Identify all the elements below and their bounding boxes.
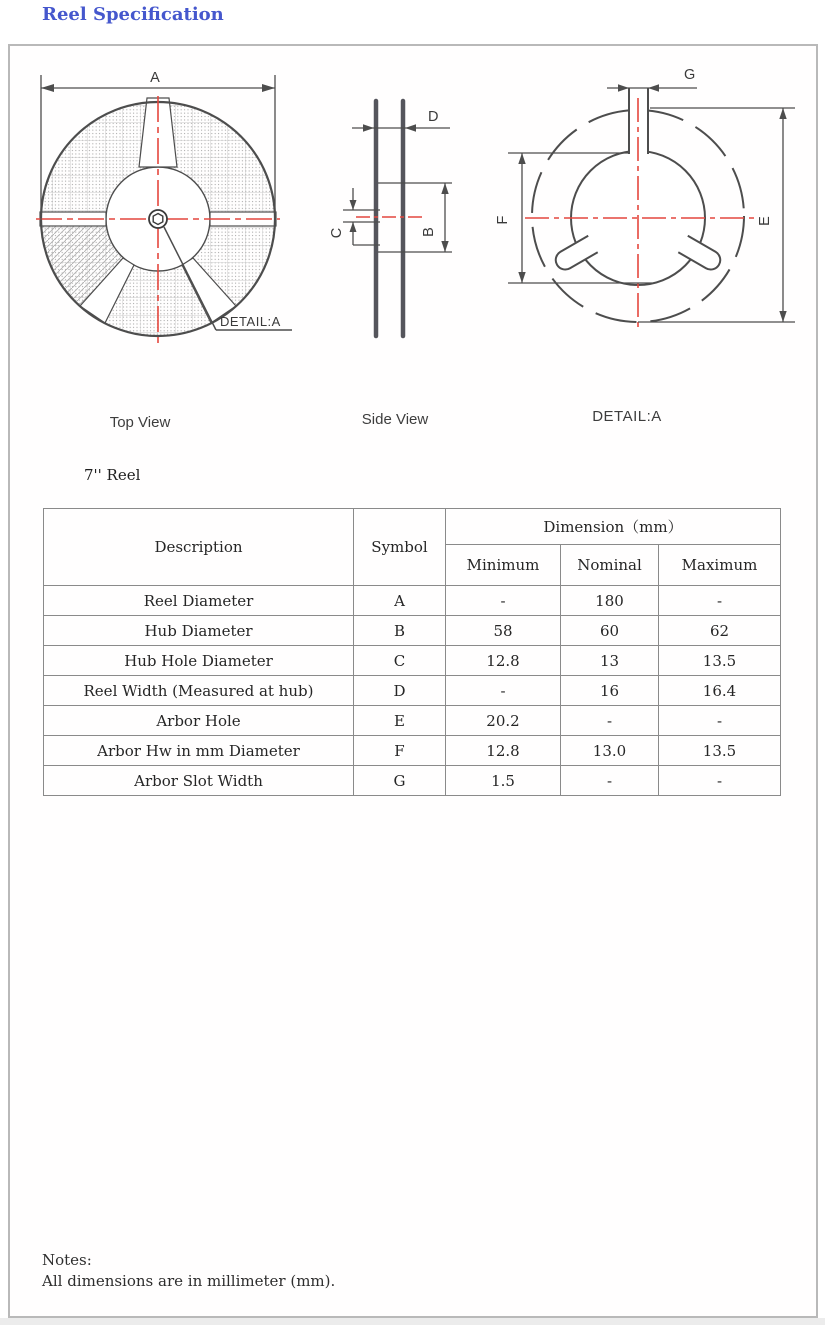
cell-nominal: 13.0: [561, 736, 659, 766]
cell-description: Reel Diameter: [44, 586, 354, 616]
table-row: [44, 586, 781, 616]
cell-minimum: -: [446, 586, 561, 616]
cell-symbol: D: [354, 676, 446, 706]
cell-minimum: 1.5: [446, 766, 561, 796]
cell-nominal: -: [561, 766, 659, 796]
notes-body: All dimensions are in millimeter (mm).: [42, 1272, 336, 1290]
header-dimension-group: Dimension（mm）: [446, 509, 781, 545]
cell-maximum: 13.5: [659, 736, 781, 766]
dim-label-b: B: [421, 227, 437, 237]
dim-label-e: E: [757, 216, 773, 226]
page-title: Reel Specification: [42, 4, 224, 25]
side-view-drawing: [329, 101, 452, 336]
cell-symbol: C: [354, 646, 446, 676]
notes-block: [42, 1250, 335, 1292]
page-bottom-edge: [0, 1318, 825, 1325]
detail-view-label: DETAIL:A: [592, 408, 662, 425]
cell-minimum: 20.2: [446, 706, 561, 736]
cell-description: Arbor Slot Width: [44, 766, 354, 796]
cell-maximum: -: [659, 706, 781, 736]
header-nominal: Nominal: [561, 545, 659, 586]
header-maximum: Maximum: [659, 545, 781, 586]
cell-nominal: 60: [561, 616, 659, 646]
table-row: [44, 766, 781, 796]
table-row: [44, 616, 781, 646]
cell-minimum: 12.8: [446, 646, 561, 676]
dim-label-g: G: [684, 67, 696, 83]
table-row: [44, 646, 781, 676]
cell-minimum: 58: [446, 616, 561, 646]
header-minimum: Minimum: [446, 545, 561, 586]
cell-maximum: 16.4: [659, 676, 781, 706]
detail-a-drawing: [495, 67, 795, 332]
cell-nominal: 180: [561, 586, 659, 616]
dimension-table: [43, 508, 781, 796]
header-description: Description: [44, 509, 354, 586]
header-symbol: Symbol: [354, 509, 446, 586]
side-view-label: Side View: [361, 411, 429, 428]
cell-description: Hub Diameter: [44, 616, 354, 646]
reel-drawings: [0, 0, 825, 470]
table-row: [44, 706, 781, 736]
reel-size-label: 7'' Reel: [84, 466, 141, 484]
table-header-row-1: [44, 509, 781, 545]
top-view-drawing: [36, 70, 292, 344]
table-row: [44, 736, 781, 766]
cell-maximum: 62: [659, 616, 781, 646]
cell-symbol: E: [354, 706, 446, 736]
cell-nominal: 16: [561, 676, 659, 706]
detail-callout-label: DETAIL:A: [220, 314, 281, 329]
cell-symbol: G: [354, 766, 446, 796]
cell-minimum: -: [446, 676, 561, 706]
cell-nominal: 13: [561, 646, 659, 676]
cell-symbol: B: [354, 616, 446, 646]
top-view-label: Top View: [109, 414, 171, 431]
dim-label-d: D: [428, 109, 439, 125]
dim-label-f: F: [495, 215, 511, 225]
dim-label-a: A: [150, 70, 160, 86]
dim-label-c: C: [329, 227, 345, 239]
cell-symbol: F: [354, 736, 446, 766]
cell-description: Arbor Hw in mm Diameter: [44, 736, 354, 766]
cell-nominal: -: [561, 706, 659, 736]
cell-minimum: 12.8: [446, 736, 561, 766]
cell-description: Reel Width (Measured at hub): [44, 676, 354, 706]
table-row: [44, 676, 781, 706]
cell-maximum: 13.5: [659, 646, 781, 676]
cell-description: Arbor Hole: [44, 706, 354, 736]
notes-heading: Notes:: [42, 1251, 92, 1269]
cell-maximum: -: [659, 586, 781, 616]
cell-maximum: -: [659, 766, 781, 796]
cell-description: Hub Hole Diameter: [44, 646, 354, 676]
cell-symbol: A: [354, 586, 446, 616]
dimension-g: [607, 84, 697, 91]
